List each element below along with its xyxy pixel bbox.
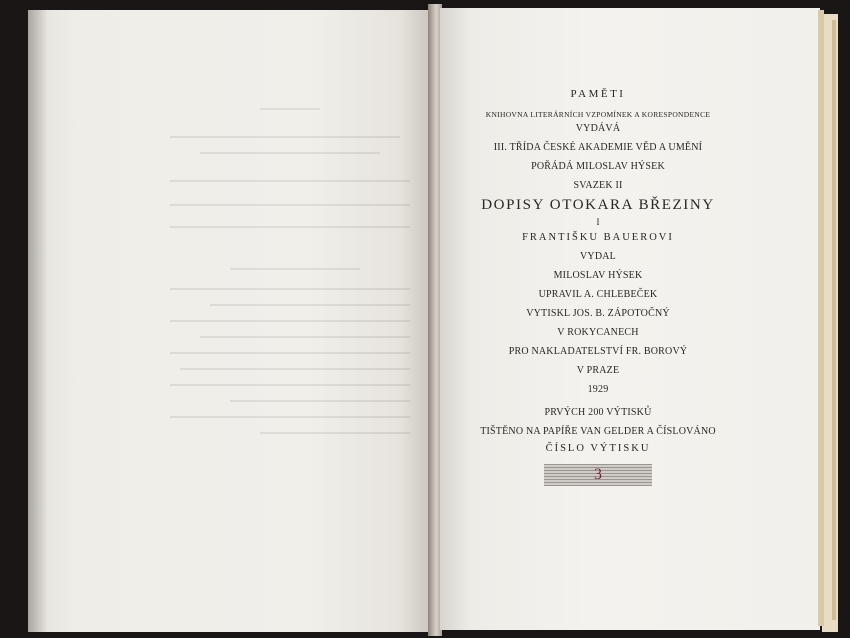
paper-note: TIŠTĚNO NA PAPÍŘE VAN GELDER A ČÍSLOVÁNO <box>480 426 716 437</box>
show-through-print <box>150 100 420 440</box>
series-name: PAMĚTI <box>570 88 626 100</box>
book-title: DOPISY OTOKARA BŘEZINY <box>481 197 715 213</box>
publication-year: 1929 <box>587 384 609 395</box>
editor-name: MILOSLAV HÝSEK <box>553 270 643 281</box>
left-page-shadow <box>28 10 48 632</box>
printer-credit: VYTISKL JOS. B. ZÁPOTOČNÝ <box>526 308 670 319</box>
copy-number-label: ČÍSLO VÝTISKU <box>545 443 651 454</box>
publication-city: V PRAZE <box>576 365 620 376</box>
edition-size: PRVÝCH 200 VÝTISKŮ <box>544 407 652 418</box>
recipient-name: FRANTIŠKU BAUEROVI <box>522 232 674 243</box>
page-edges-inner <box>832 20 836 620</box>
designer-credit: UPRAVIL A. CHLEBEČEK <box>538 289 658 300</box>
title-page-text <box>440 88 756 486</box>
copy-number: 3 <box>544 464 652 486</box>
page-edge-shadow <box>818 10 824 626</box>
academy-name: III. TŘÍDA ČESKÉ AKADEMIE VĚD A UMĚNÍ <box>493 142 703 153</box>
edited-label: VYDAL <box>580 251 616 262</box>
title-conjunction: I <box>596 217 600 227</box>
print-place: V ROKYCANECH <box>557 327 639 338</box>
publisher-name: PRO NAKLADATELSTVÍ FR. BOROVÝ <box>508 346 688 357</box>
published-by-label: VYDÁVÁ <box>575 123 621 134</box>
series-editor: POŘÁDÁ MILOSLAV HÝSEK <box>531 161 665 172</box>
volume-number: SVAZEK II <box>573 180 623 191</box>
series-subtitle: KNIHOVNA LITERÁRNÍCH VZPOMÍNEK A KORESPONDENCE <box>485 110 711 119</box>
